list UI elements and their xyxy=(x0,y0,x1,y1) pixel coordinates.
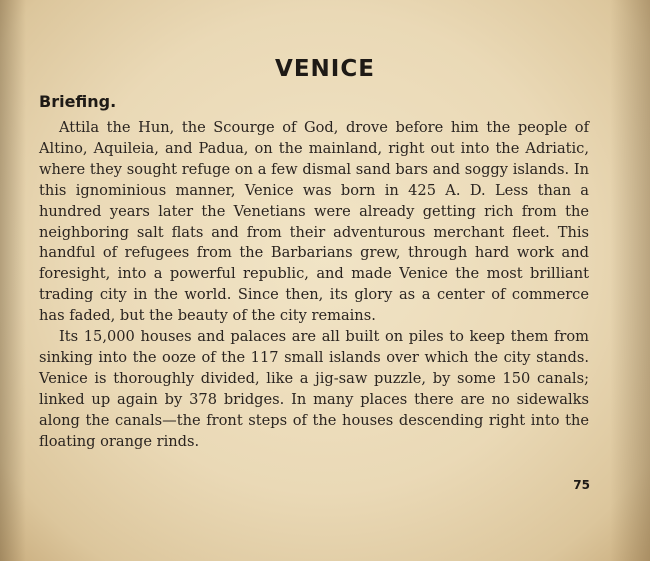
section-heading: Briefing. xyxy=(39,92,117,111)
body-text xyxy=(39,118,589,453)
paragraph-1: Attila the Hun, the Scourge of God, drove before him the people of Altino, Aquileia, and Padua, on the mainland, right out into the Adriatic, where they sought refuge on a few dismal sand bars and soggy islands. In this ignominious manner, Venice was born in 425 A. D. Less than a hundred years later the Venetians were already getting rich from the neighboring salt flats and from their adventurous merchant fleet. This handful of refugees from the Barbarians grew, through hard work and foresight, into a powerful republic, and made Venice the most brilliant trading city in the world. Since then, its glory as a center of commerce has faded, but the beauty of the city remains. xyxy=(39,119,589,325)
page-number: 75 xyxy=(573,478,590,492)
paragraph-2: Its 15,000 houses and palaces are all built on piles to keep them from sinking into the ooze of the 117 small islands over which the city stands. Venice is thoroughly divided, like a jig-saw puzzle, by some 150 canals; linked up again by 378 bridges. In many places there are no sidewalks along the canals—the front steps of the houses descending right into the floating orange rinds. xyxy=(39,328,589,450)
page-title: VENICE xyxy=(275,56,375,82)
